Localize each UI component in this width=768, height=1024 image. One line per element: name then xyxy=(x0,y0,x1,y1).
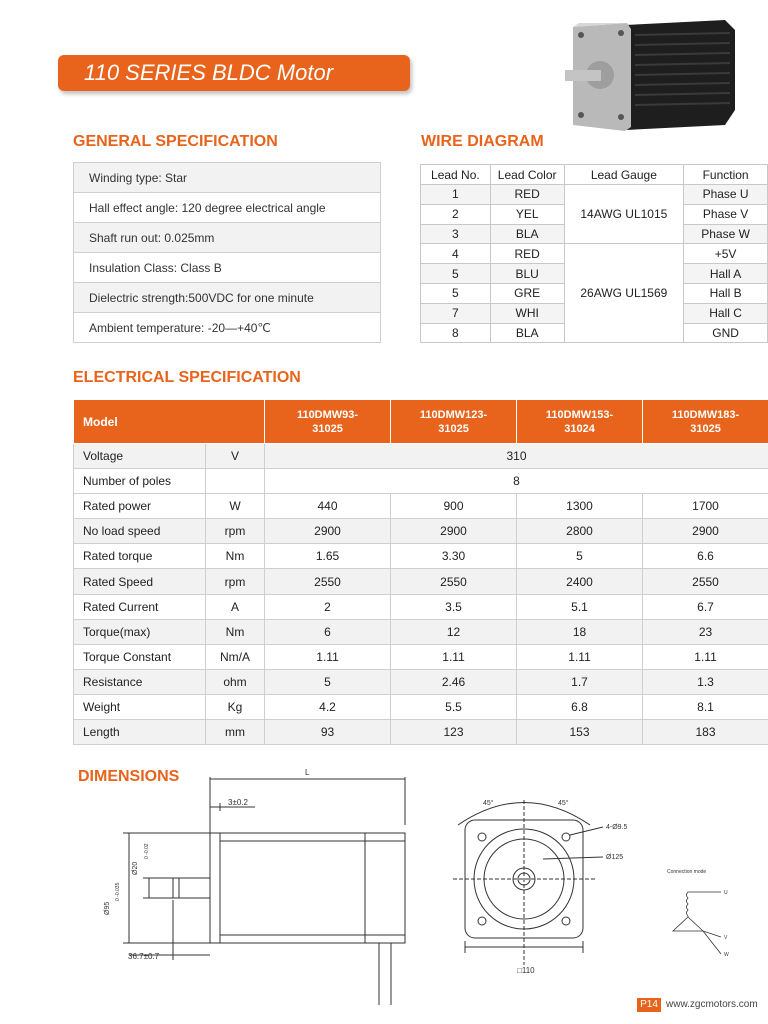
dim-pilot-dia: Ø95 xyxy=(104,901,111,915)
param-value: 2.46 xyxy=(391,669,517,694)
param-value: 2550 xyxy=(391,569,517,594)
param-value: 5.5 xyxy=(391,694,517,719)
website-url: www.zgcmotors.com xyxy=(666,999,758,1010)
param-value: 440 xyxy=(265,494,391,519)
param-unit: Nm/A xyxy=(206,644,265,669)
param-unit: mm xyxy=(206,720,265,745)
table-row xyxy=(74,720,768,745)
param-unit: Nm xyxy=(206,619,265,644)
col-header: Lead Gauge xyxy=(564,165,684,185)
dimensions-heading: DIMENSIONS xyxy=(78,768,180,785)
param-value: 8.1 xyxy=(643,694,768,719)
table-row xyxy=(74,253,381,283)
lead-no: 3 xyxy=(421,224,491,244)
table-row xyxy=(74,644,768,669)
model-name: 110DMW153- 31024 xyxy=(517,400,643,444)
param-value: 310 xyxy=(265,444,768,469)
param-value: 18 xyxy=(517,619,643,644)
dim-pcd: Ø125 xyxy=(606,854,624,861)
lead-color: BLU xyxy=(490,264,564,284)
param-value: 1.65 xyxy=(265,544,391,569)
param-value: 1.3 xyxy=(643,669,768,694)
table-row xyxy=(74,619,768,644)
param-value: 2900 xyxy=(265,519,391,544)
col-header: Function xyxy=(684,165,768,185)
param-value: 6.7 xyxy=(643,594,768,619)
param-name: No load speed xyxy=(74,519,206,544)
table-row xyxy=(74,494,768,519)
electrical-spec-table xyxy=(73,399,768,745)
lead-color: WHI xyxy=(490,303,564,323)
param-value: 2800 xyxy=(517,519,643,544)
dim-pilot-tolerance: 0 -0.035 xyxy=(115,882,121,901)
param-name: Voltage xyxy=(74,444,206,469)
spec-item: Shaft run out: 0.025mm xyxy=(74,223,381,253)
param-value: 1.11 xyxy=(517,644,643,669)
lead-gauge: 26AWG UL1569 xyxy=(564,244,684,343)
wire-diagram-table xyxy=(420,164,768,343)
lead-function: Phase V xyxy=(684,204,768,224)
dim-square: □110 xyxy=(517,966,535,975)
lead-function: Hall B xyxy=(684,283,768,303)
param-unit: ohm xyxy=(206,669,265,694)
table-row xyxy=(74,594,768,619)
table-row xyxy=(74,283,381,313)
param-value: 23 xyxy=(643,619,768,644)
terminal-w-label: W xyxy=(724,952,729,958)
lead-no: 5 xyxy=(421,283,491,303)
table-row xyxy=(74,223,381,253)
param-value: 3.5 xyxy=(391,594,517,619)
wire-diagram-heading: WIRE DIAGRAM xyxy=(421,133,544,150)
motor-image xyxy=(565,15,740,135)
spec-item: Dielectric strength:500VDC for one minute xyxy=(74,283,381,313)
col-header: Lead No. xyxy=(421,165,491,185)
param-name: Resistance xyxy=(74,669,206,694)
table-row xyxy=(74,313,381,343)
lead-color: GRE xyxy=(490,283,564,303)
lead-function: Hall A xyxy=(684,264,768,284)
model-name: 110DMW93- 31025 xyxy=(265,400,391,444)
general-spec-table xyxy=(73,162,381,343)
spec-item: Insulation Class: Class B xyxy=(74,253,381,283)
param-value: 1300 xyxy=(517,494,643,519)
param-name: Rated torque xyxy=(74,544,206,569)
dim-angle-right: 45° xyxy=(558,800,569,807)
param-value: 2400 xyxy=(517,569,643,594)
param-unit: W xyxy=(206,494,265,519)
lead-function: +5V xyxy=(684,244,768,264)
param-value: 3.30 xyxy=(391,544,517,569)
spec-item: Hall effect angle: 120 degree electrical angle xyxy=(74,193,381,223)
lead-no: 4 xyxy=(421,244,491,264)
lead-color: RED xyxy=(490,244,564,264)
param-value: 2 xyxy=(265,594,391,619)
dim-length-label: L xyxy=(305,768,310,777)
table-row xyxy=(74,519,768,544)
param-unit: Kg xyxy=(206,694,265,719)
param-name: Rated Speed xyxy=(74,569,206,594)
table-row xyxy=(74,163,381,193)
param-value: 6.6 xyxy=(643,544,768,569)
dim-shaft-length: 36.7±0.7 xyxy=(128,952,160,961)
table-row xyxy=(74,694,768,719)
lead-color: BLA xyxy=(490,224,564,244)
param-name: Rated Current xyxy=(74,594,206,619)
param-value: 1.11 xyxy=(643,644,768,669)
dim-angle-left: 45° xyxy=(483,800,494,807)
param-value: 8 xyxy=(265,469,768,494)
electrical-spec-heading: ELECTRICAL SPECIFICATION xyxy=(73,369,301,386)
table-header-row xyxy=(421,165,768,185)
lead-no: 1 xyxy=(421,185,491,205)
table-row xyxy=(421,185,768,205)
param-value: 93 xyxy=(265,720,391,745)
param-value: 2900 xyxy=(643,519,768,544)
lead-function: Phase U xyxy=(684,185,768,205)
model-header: Model xyxy=(74,400,265,444)
lead-no: 8 xyxy=(421,323,491,343)
lead-function: GND xyxy=(684,323,768,343)
lead-no: 2 xyxy=(421,204,491,224)
param-unit: rpm xyxy=(206,519,265,544)
param-value: 2900 xyxy=(391,519,517,544)
table-header-row xyxy=(74,400,768,444)
dim-mount-holes: 4-Ø9.5 xyxy=(606,824,628,831)
param-value: 123 xyxy=(391,720,517,745)
dim-step-label: 3±0.2 xyxy=(228,798,248,807)
param-name: Torque Constant xyxy=(74,644,206,669)
param-unit: rpm xyxy=(206,569,265,594)
model-name: 110DMW183- 31025 xyxy=(643,400,768,444)
lead-function: Hall C xyxy=(684,303,768,323)
param-name: Rated power xyxy=(74,494,206,519)
table-row xyxy=(421,244,768,264)
lead-color: YEL xyxy=(490,204,564,224)
param-value: 5.1 xyxy=(517,594,643,619)
param-value: 2550 xyxy=(643,569,768,594)
param-name: Torque(max) xyxy=(74,619,206,644)
table-row xyxy=(74,669,768,694)
param-value: 4.2 xyxy=(265,694,391,719)
param-value: 1.7 xyxy=(517,669,643,694)
spec-item: Winding type: Star xyxy=(74,163,381,193)
param-unit: V xyxy=(206,444,265,469)
table-row xyxy=(74,444,768,469)
model-name: 110DMW123- 31025 xyxy=(391,400,517,444)
table-row xyxy=(74,544,768,569)
table-row xyxy=(74,569,768,594)
general-spec-heading: GENERAL SPECIFICATION xyxy=(73,133,278,150)
table-row xyxy=(74,469,768,494)
lead-gauge: 14AWG UL1015 xyxy=(564,185,684,244)
param-value: 1.11 xyxy=(265,644,391,669)
lead-function: Phase W xyxy=(684,224,768,244)
page-number: P14 xyxy=(637,998,661,1012)
param-value: 1.11 xyxy=(391,644,517,669)
param-value: 5 xyxy=(265,669,391,694)
col-header: Lead Color xyxy=(490,165,564,185)
lead-color: RED xyxy=(490,185,564,205)
terminal-v-label: V xyxy=(724,935,728,941)
connection-mode-label: Connection mode xyxy=(667,869,707,875)
param-name: Weight xyxy=(74,694,206,719)
table-row xyxy=(74,193,381,223)
param-value: 153 xyxy=(517,720,643,745)
param-name: Length xyxy=(74,720,206,745)
param-value: 12 xyxy=(391,619,517,644)
param-unit xyxy=(206,469,265,494)
param-value: 900 xyxy=(391,494,517,519)
param-value: 1700 xyxy=(643,494,768,519)
dim-shaft-dia: Ø20 xyxy=(132,861,139,875)
param-value: 6.8 xyxy=(517,694,643,719)
param-value: 2550 xyxy=(265,569,391,594)
param-unit: Nm xyxy=(206,544,265,569)
spec-item: Ambient temperature: -20—+40℃ xyxy=(74,313,381,343)
lead-no: 7 xyxy=(421,303,491,323)
dimensions-drawing xyxy=(73,765,768,1005)
page-title: 110 SERIES BLDC Motor xyxy=(58,55,410,91)
terminal-u-label: U xyxy=(724,890,728,896)
param-name: Number of poles xyxy=(74,469,206,494)
param-unit: A xyxy=(206,594,265,619)
lead-no: 5 xyxy=(421,264,491,284)
dim-shaft-tolerance: 0 -0.02 xyxy=(144,843,150,859)
lead-color: BLA xyxy=(490,323,564,343)
param-value: 183 xyxy=(643,720,768,745)
param-value: 5 xyxy=(517,544,643,569)
param-value: 6 xyxy=(265,619,391,644)
